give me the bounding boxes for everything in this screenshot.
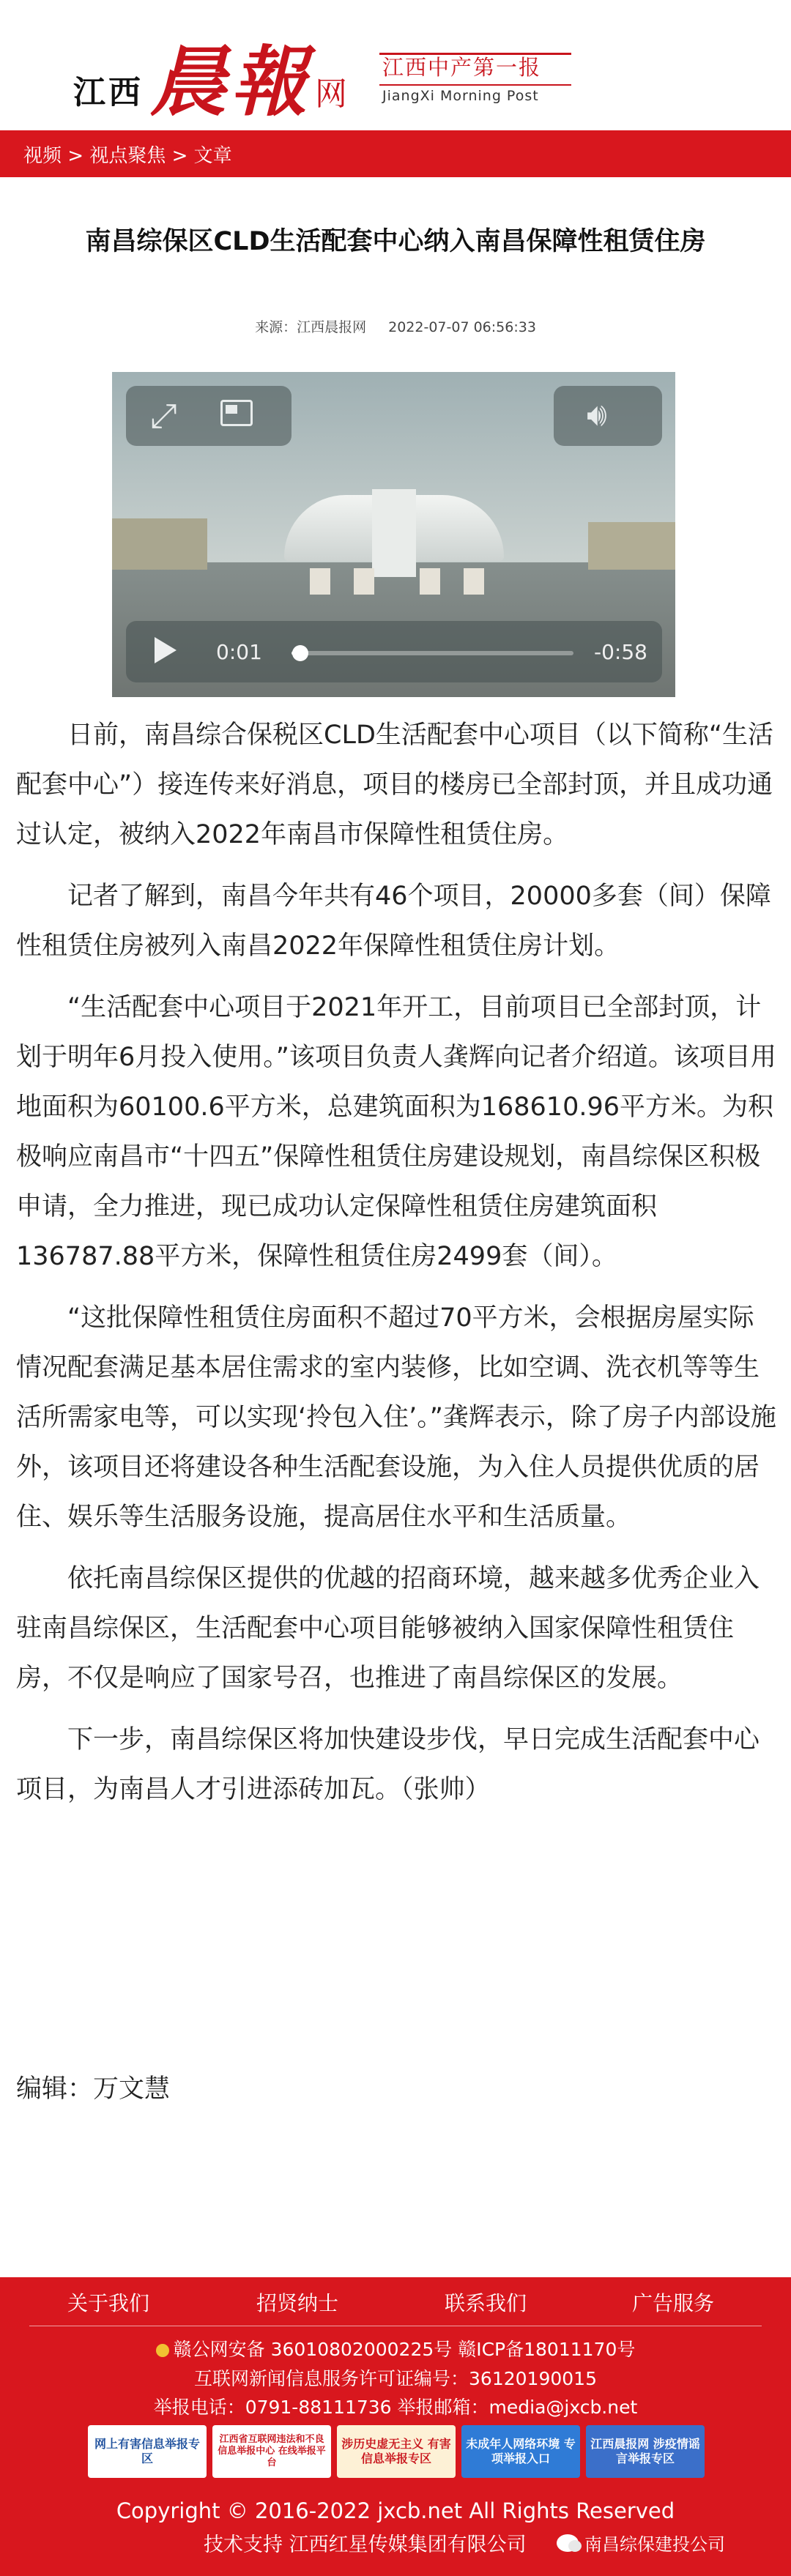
footer-copyright: Copyright © 2016-2022 jxcb.net All Rights Reserved bbox=[116, 2498, 675, 2523]
video-frame-building bbox=[112, 518, 207, 570]
article-paragraph: 下一步，南昌综保区将加快建设步伐，早日完成生活配套中心项目，为南昌人才引进添砖加瓦。（张帅） bbox=[16, 1725, 760, 1804]
police-badge-icon bbox=[156, 2344, 169, 2357]
article-source: 来源：江西晨报网 bbox=[255, 319, 367, 335]
article-paragraph: 依托南昌综保区提供的优越的招商环境，越来越多优秀企业入驻南昌综保区，生活配套中心项目能够被纳入国家保障性租赁住房，不仅是响应了国家号召，也推进了南昌综保区的发展。 bbox=[16, 1564, 760, 1693]
video-frame-booth bbox=[310, 568, 330, 595]
site-header bbox=[0, 0, 791, 128]
footer-link-about[interactable]: 关于我们 bbox=[67, 2291, 150, 2315]
article-title: 南昌综保区CLD生活配套中心纳入南昌保障性租赁住房 bbox=[85, 227, 706, 256]
article-paragraph: “这批保障性租赁住房面积不超过70平方米，会根据房屋实际情况配套满足基本居住需求的室内装修，比如空调、洗衣机等等生活所需家电等，可以实现‘拎包入住’。”龚辉表示，除了房子内部设施外，该项目还将建设各种生活配套设施，为入住人员提供优质的居住、娱乐等生活服务设施，提高居住水平和生活质量。 bbox=[16, 1303, 776, 1532]
report-badge[interactable]: 江西省互联网违法和不良信息举报中心 在线举报平台 bbox=[212, 2425, 331, 2478]
report-badge[interactable]: 未成年人网络环境 专项举报入口 bbox=[461, 2425, 580, 2478]
volume-icon[interactable]: 🔊︎ bbox=[587, 396, 607, 433]
logo-name[interactable]: 晨報 bbox=[150, 37, 312, 127]
breadcrumb[interactable]: 视频 > 视点聚焦 > 文章 bbox=[23, 145, 232, 167]
video-frame-building bbox=[588, 522, 675, 570]
article-paragraph: 记者了解到，南昌今年共有46个项目，20000多套（间）保障性租赁住房被列入南昌2022年保障性租赁住房计划。 bbox=[16, 882, 771, 961]
article-paragraph: 日前，南昌综合保税区CLD生活配套中心项目（以下简称“生活配套中心”）接连传来好消息，项目的楼房已全部封顶，并且成功通过认定，被纳入2022年南昌市保障性租赁住房。 bbox=[16, 721, 774, 849]
picture-in-picture-icon[interactable] bbox=[220, 400, 253, 426]
slogan-divider-bottom bbox=[379, 84, 571, 86]
wechat-account-name: 南昌综保建投公司 bbox=[584, 2534, 725, 2555]
site-footer bbox=[0, 2277, 791, 2576]
breadcrumb-bar bbox=[0, 130, 791, 177]
footer-links bbox=[0, 2287, 791, 2324]
footer-link-contact[interactable]: 联系我们 bbox=[445, 2291, 527, 2315]
video-current-time: 0:01 bbox=[216, 640, 262, 664]
footer-tech-support: 技术支持 江西红星传媒集团有限公司 bbox=[204, 2534, 527, 2556]
report-badge[interactable]: 网上有害信息举报专区 bbox=[88, 2425, 207, 2478]
slogan-english: JiangXi Morning Post bbox=[382, 88, 539, 104]
play-icon[interactable] bbox=[155, 637, 177, 663]
video-remaining-time: -0:58 bbox=[594, 640, 647, 664]
article-body bbox=[16, 710, 778, 1826]
report-badge[interactable]: 江西晨报网 涉疫情谣言举报专区 bbox=[586, 2425, 705, 2478]
article-meta bbox=[0, 316, 791, 336]
footer-link-ads[interactable]: 广告服务 bbox=[632, 2291, 715, 2315]
video-top-right-controls bbox=[554, 386, 662, 446]
video-frame-booth bbox=[464, 568, 484, 595]
logo-suffix[interactable]: 网 bbox=[315, 75, 347, 113]
footer-license: 互联网新闻信息服务许可证编号：36120190015 bbox=[194, 2368, 597, 2389]
article-editor: 编辑：万文慧 bbox=[16, 2074, 171, 2104]
wechat-icon bbox=[557, 2534, 579, 2552]
wechat-watermark bbox=[557, 2530, 725, 2555]
video-progress-bar[interactable] bbox=[291, 651, 573, 655]
article-datetime: 2022-07-07 06:56:33 bbox=[388, 319, 536, 335]
article-paragraph: “生活配套中心项目于2021年开工，目前项目已全部封顶，计划于明年6月投入使用。”该项目负责人龚辉向记者介绍道。该项目用地面积为60100.6平方米，总建筑面积为168610.96平方米。为积极响应南昌市“十四五”保障性租赁住房建设规划，南昌综保区积极申请，全力推进，现已成功认定保障性租赁住房建筑面积136787.88平方米，保障性租赁住房2499套（间）。 bbox=[16, 993, 776, 1271]
video-progress-handle[interactable] bbox=[292, 645, 308, 661]
fullscreen-expand-icon[interactable]: ⤢ bbox=[150, 395, 177, 435]
video-frame-canopy-center bbox=[372, 489, 416, 577]
video-frame-booth bbox=[420, 568, 440, 595]
footer-contact: 举报电话：0791-88111736 举报邮箱：media@jxcb.net bbox=[153, 2397, 638, 2418]
footer-link-careers[interactable]: 招贤纳士 bbox=[256, 2291, 339, 2315]
slogan: 江西中产第一报 bbox=[382, 55, 542, 80]
logo-region[interactable]: 江西 bbox=[73, 74, 144, 111]
footer-beian: 赣公网安备 36010802000225号 赣ICP备18011170号 bbox=[0, 2335, 791, 2361]
video-player[interactable] bbox=[112, 372, 675, 697]
video-frame-booth bbox=[354, 568, 374, 595]
report-badge[interactable]: 涉历史虚无主义 有害信息举报专区 bbox=[337, 2425, 456, 2478]
report-badges bbox=[88, 2425, 703, 2478]
